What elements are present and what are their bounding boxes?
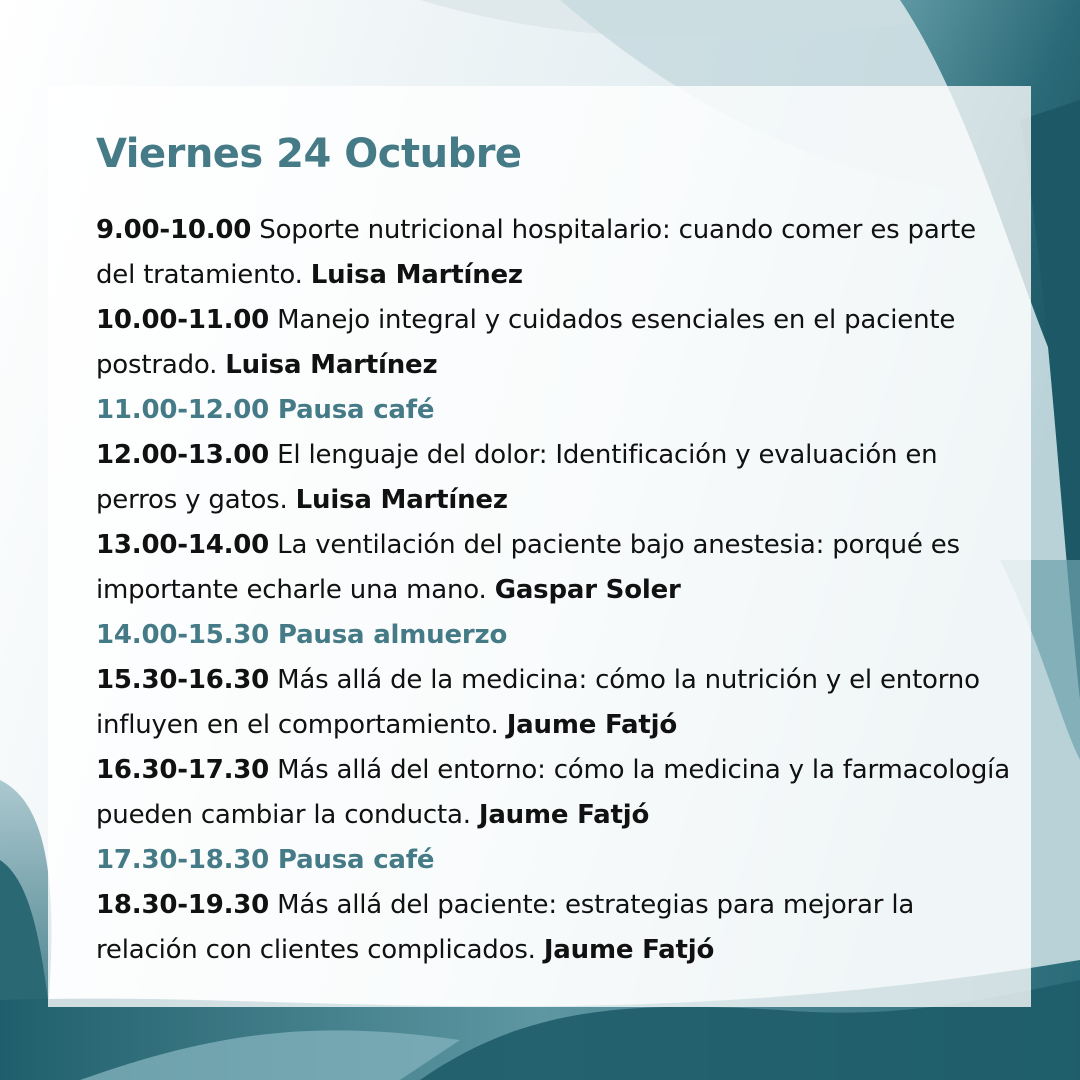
talk-speaker: Luisa Martínez	[225, 350, 438, 380]
talk-speaker: Luisa Martínez	[310, 260, 523, 290]
schedule-break: 14.00-15.30 Pausa almuerzo	[96, 620, 508, 650]
talk-time: 16.30-17.30	[96, 755, 270, 785]
schedule-panel	[48, 86, 1031, 1007]
talk-speaker: Jaume Fatjó	[478, 800, 650, 830]
talk-topic: Soporte nutricional hospitalario: cuando comer es parte del tratamiento.	[96, 215, 976, 290]
talk-topic: El lenguaje del dolor: Identificación y evaluación en perros y gatos.	[96, 440, 938, 515]
schedule-talk	[96, 433, 1011, 523]
talk-topic: Más allá de la medicina: cómo la nutrición y el entorno influyen en el comportamiento.	[96, 665, 980, 740]
schedule-talk	[96, 748, 1011, 838]
schedule-break: 17.30-18.30 Pausa café	[96, 845, 435, 875]
talk-topic: Más allá del entorno: cómo la medicina y la farmacología pueden cambiar la conducta.	[96, 755, 1010, 830]
talk-time: 13.00-14.00	[96, 530, 270, 560]
schedule-talk	[96, 658, 1011, 748]
talk-time: 18.30-19.30	[96, 890, 270, 920]
talk-time: 10.00-11.00	[96, 305, 270, 335]
talk-time: 12.00-13.00	[96, 440, 270, 470]
talk-time: 9.00-10.00	[96, 215, 252, 245]
schedule-talk	[96, 883, 1011, 973]
schedule-list	[96, 208, 1011, 973]
talk-speaker: Luisa Martínez	[295, 485, 508, 515]
talk-topic: Más allá del paciente: estrategias para mejorar la relación con clientes complicados.	[96, 890, 915, 965]
schedule-talk	[96, 298, 1011, 388]
page-title: Viernes 24 Octubre	[96, 131, 522, 177]
talk-time: 15.30-16.30	[96, 665, 270, 695]
talk-speaker: Gaspar Soler	[494, 575, 681, 605]
schedule-talk	[96, 208, 1011, 298]
talk-speaker: Jaume Fatjó	[543, 935, 715, 965]
schedule-break: 11.00-12.00 Pausa café	[96, 395, 435, 425]
schedule-talk	[96, 523, 1011, 613]
talk-topic: La ventilación del paciente bajo anestesia: porqué es importante echarle una mano.	[96, 530, 960, 605]
talk-speaker: Jaume Fatjó	[506, 710, 677, 740]
talk-topic: Manejo integral y cuidados esenciales en el paciente postrado.	[96, 305, 956, 380]
